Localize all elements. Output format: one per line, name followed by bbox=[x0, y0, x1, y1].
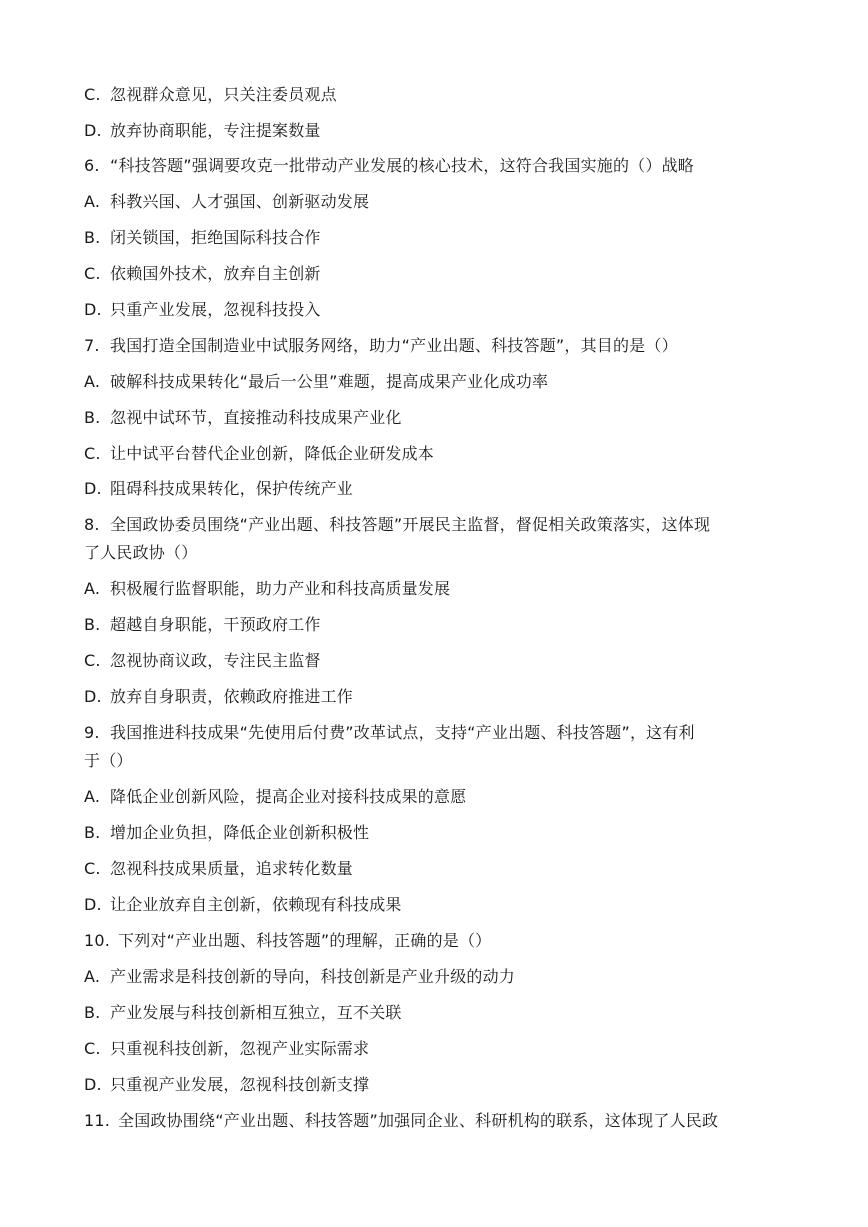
question-text: 了人民政协（） bbox=[84, 543, 198, 562]
question-number: 10. bbox=[84, 931, 111, 950]
option-label: A. bbox=[84, 967, 101, 986]
question-text: 下列对“产业出题、科技答题”的理解，正确的是（） bbox=[118, 931, 492, 950]
option-text: 产业需求是科技创新的导向，科技创新是产业升级的动力 bbox=[110, 967, 516, 986]
option-label: D. bbox=[84, 1075, 102, 1094]
option-label: C. bbox=[84, 264, 101, 283]
option-label: D. bbox=[84, 687, 102, 706]
option-line bbox=[84, 191, 794, 213]
option-label: A. bbox=[84, 372, 101, 391]
option-text: 忽视群众意见，只关注委员观点 bbox=[110, 85, 337, 104]
option-label: C. bbox=[84, 85, 101, 104]
option-line bbox=[84, 1074, 794, 1096]
option-text: 超越自身职能，干预政府工作 bbox=[110, 615, 321, 634]
option-line bbox=[84, 858, 794, 880]
question-continuation bbox=[84, 542, 794, 564]
question-text: 全国政协委员围绕“产业出题、科技答题”开展民主监督，督促相关政策落实，这体现 bbox=[110, 515, 711, 534]
question-line bbox=[84, 514, 794, 536]
option-line bbox=[84, 1002, 794, 1024]
option-label: C. bbox=[84, 1039, 101, 1058]
option-line bbox=[84, 407, 794, 429]
question-text: 于（） bbox=[84, 751, 133, 770]
option-text: 只重视科技创新，忽视产业实际需求 bbox=[110, 1039, 370, 1058]
question-line bbox=[84, 930, 794, 952]
option-text: 只重产业发展，忽视科技投入 bbox=[110, 300, 321, 319]
option-label: C. bbox=[84, 859, 101, 878]
option-line bbox=[84, 1038, 794, 1060]
option-label: D. bbox=[84, 479, 102, 498]
question-continuation bbox=[84, 750, 794, 772]
option-line bbox=[84, 650, 794, 672]
option-line bbox=[84, 120, 794, 142]
option-text: 产业发展与科技创新相互独立，互不关联 bbox=[110, 1003, 402, 1022]
option-text: 闭关锁国，拒绝国际科技合作 bbox=[110, 228, 321, 247]
option-line bbox=[84, 822, 794, 844]
option-line bbox=[84, 227, 794, 249]
option-line bbox=[84, 578, 794, 600]
option-label: D. bbox=[84, 121, 102, 140]
option-text: 依赖国外技术，放弃自主创新 bbox=[110, 264, 321, 283]
option-text: 积极履行监督职能，助力产业和科技高质量发展 bbox=[110, 579, 451, 598]
option-line bbox=[84, 894, 794, 916]
question-number: 6. bbox=[84, 156, 100, 175]
option-label: B. bbox=[84, 615, 101, 634]
question-number: 8. bbox=[84, 515, 100, 534]
option-text: 忽视协商议政，专注民主监督 bbox=[110, 651, 321, 670]
option-text: 放弃自身职责，依赖政府推进工作 bbox=[110, 687, 354, 706]
option-line bbox=[84, 371, 794, 393]
option-text: 科教兴国、人才强国、创新驱动发展 bbox=[110, 192, 370, 211]
option-label: D. bbox=[84, 300, 102, 319]
option-label: B. bbox=[84, 1003, 101, 1022]
option-text: 只重视产业发展，忽视科技创新支撑 bbox=[110, 1075, 370, 1094]
option-line bbox=[84, 478, 794, 500]
question-text: “科技答题”强调要攻克一批带动产业发展的核心技术，这符合我国实施的（）战略 bbox=[110, 156, 694, 175]
option-text: 降低企业创新风险，提高企业对接科技成果的意愿 bbox=[110, 787, 467, 806]
question-number: 9. bbox=[84, 723, 100, 742]
option-label: C. bbox=[84, 651, 101, 670]
option-label: B. bbox=[84, 823, 101, 842]
option-label: B. bbox=[84, 408, 101, 427]
option-line bbox=[84, 786, 794, 808]
option-text: 让中试平台替代企业创新，降低企业研发成本 bbox=[110, 444, 435, 463]
option-text: 忽视科技成果质量，追求转化数量 bbox=[110, 859, 354, 878]
question-line bbox=[84, 155, 794, 177]
option-label: D. bbox=[84, 895, 102, 914]
option-text: 阻碍科技成果转化，保护传统产业 bbox=[110, 479, 354, 498]
option-line bbox=[84, 84, 794, 106]
option-label: B. bbox=[84, 228, 101, 247]
question-line bbox=[84, 722, 794, 744]
option-line bbox=[84, 614, 794, 636]
question-line bbox=[84, 335, 794, 357]
option-line bbox=[84, 966, 794, 988]
option-text: 放弃协商职能，专注提案数量 bbox=[110, 121, 321, 140]
question-line bbox=[84, 1110, 794, 1132]
option-text: 让企业放弃自主创新，依赖现有科技成果 bbox=[110, 895, 402, 914]
option-label: A. bbox=[84, 579, 101, 598]
question-number: 11. bbox=[84, 1111, 111, 1130]
question-text: 全国政协围绕“产业出题、科技答题”加强同企业、科研机构的联系，这体现了人民政 bbox=[118, 1111, 719, 1130]
option-text: 破解科技成果转化“最后一公里”难题，提高成果产业化成功率 bbox=[110, 372, 549, 391]
question-number: 7. bbox=[84, 336, 100, 355]
question-text: 我国推进科技成果“先使用后付费”改革试点，支持“产业出题、科技答题”，这有利 bbox=[110, 723, 695, 742]
option-label: C. bbox=[84, 444, 101, 463]
question-text: 我国打造全国制造业中试服务网络，助力“产业出题、科技答题”，其目的是（） bbox=[110, 336, 678, 355]
option-line bbox=[84, 443, 794, 465]
option-label: A. bbox=[84, 787, 101, 806]
option-text: 忽视中试环节，直接推动科技成果产业化 bbox=[110, 408, 402, 427]
option-line bbox=[84, 686, 794, 708]
option-text: 增加企业负担，降低企业创新积极性 bbox=[110, 823, 370, 842]
option-label: A. bbox=[84, 192, 101, 211]
option-line bbox=[84, 299, 794, 321]
option-line bbox=[84, 263, 794, 285]
